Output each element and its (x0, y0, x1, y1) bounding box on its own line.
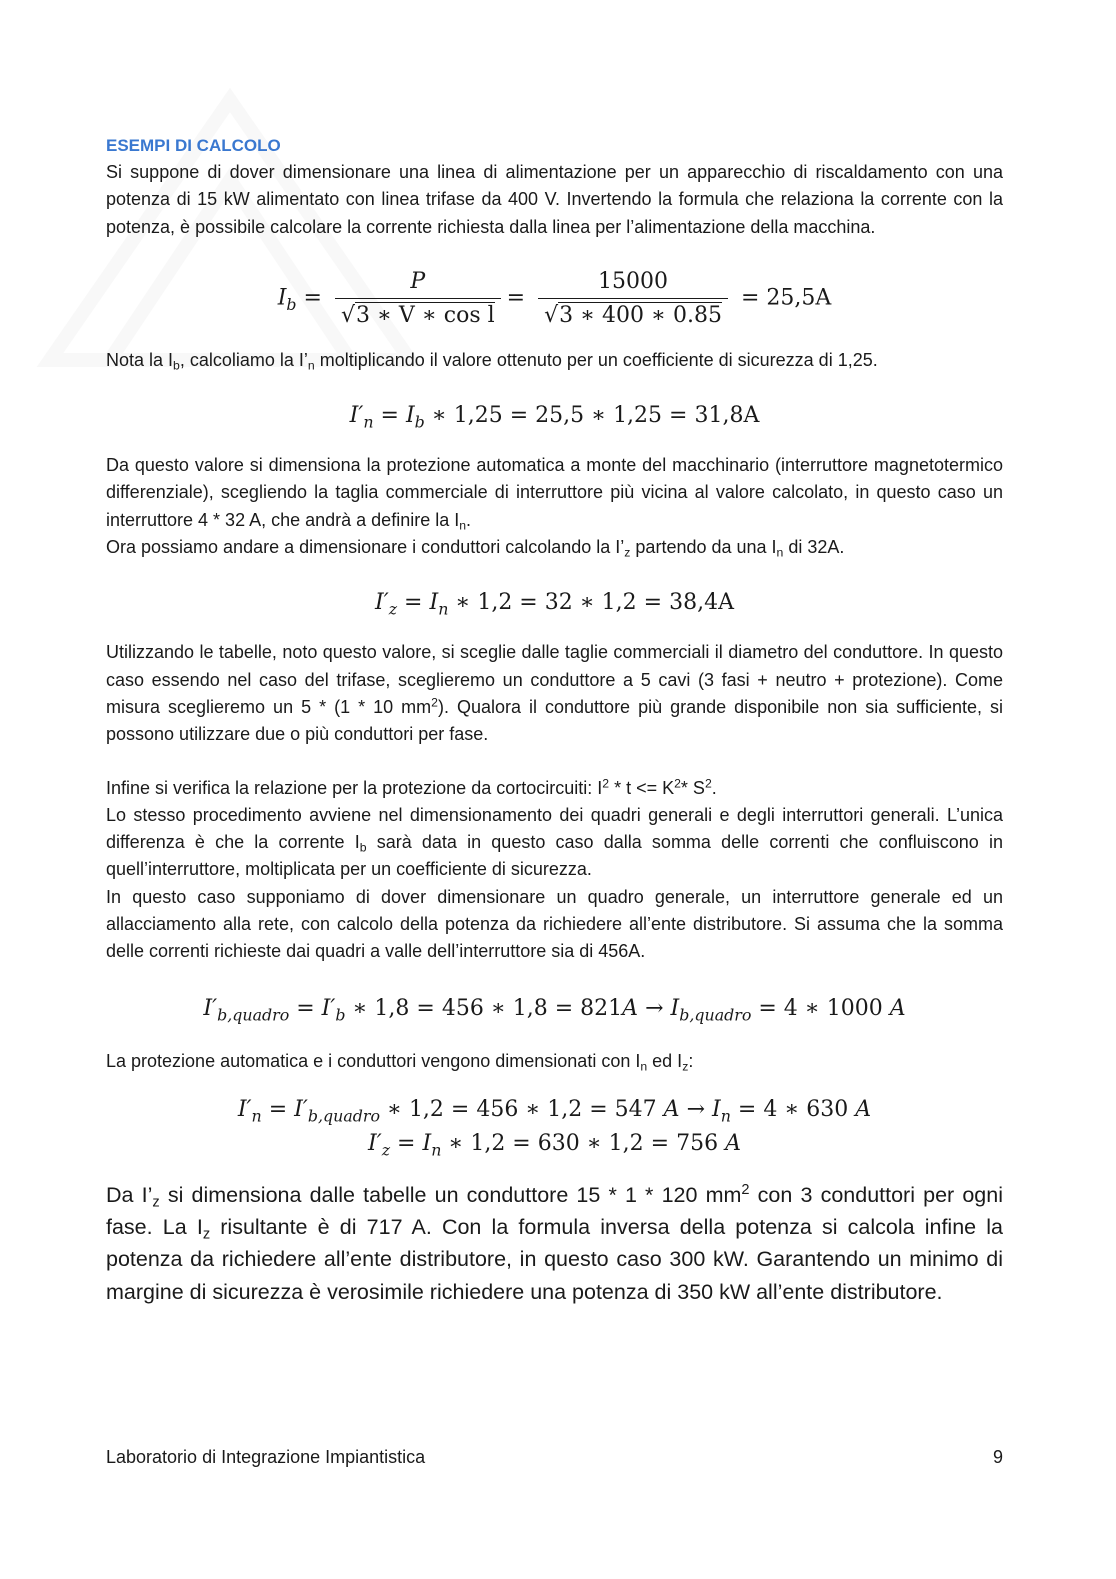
paragraph-sizing: La protezione automatica e i conduttori vengono dimensionati con $I_n$ ed $I_z$: (106, 1050, 694, 1074)
paragraph-conductors: Ora possiamo andare a dimensionare i conduttori calcolando la $I’_z$ partendo da una $I_n$ di 32A. (106, 537, 845, 560)
page-footer (106, 1447, 1003, 1468)
equation-in: $I'_n = I_b$ ∗ 1,25 = 25,5 ∗ 1,25 = 31,8A (349, 403, 760, 432)
equation-in-quadro: $I'_n = I'_{b,quadro}$ ∗ 1,2 = 456 ∗ 1,2 = 547 $A \to I_n = 4$ ∗ 630 A (237, 1096, 872, 1126)
equation-iz-quadro: $I'_z = I_n$ ∗ 1,2 = 630 ∗ 1,2 = 756 A (368, 1130, 741, 1160)
paragraph-supply: In questo caso supponiamo di dover dimensionare un quadro generale, un interruttore generale ed un allacciamento alla rete, con calcolo della potenza da richiedere all’ente distributore. Si assuma che la somma delle correnti richieste dai quadri a valle dell’interruttore sia di 456A. (106, 886, 1003, 962)
footer-title: Laboratorio di Integrazione Impiantistica (106, 1447, 426, 1467)
page-number: 9 (992, 1447, 1003, 1467)
paragraph-conclusion: Da $I’_z$ si dimensiona dalle tabelle un conduttore 15 * 1 * 120 $mm^2$ con 3 conduttori per ogni fase. La $I_z$ risultante è di 717 A. Con la formula inversa della potenza si calcola infine la potenza da richiedere all’ente distributore, in questo caso 300 kW. Garantendo un minimo di margine di sicurezza è verosimile richiedere una potenza di 350 kW all’ente distributore. (106, 1181, 1003, 1304)
fraction-symbolic: $\frac{P}{\text{√3 ∗ V ∗ cos l}}$ (335, 269, 501, 328)
equation-ib-quadro: $I'_{b,quadro} = I'_b$ ∗ 1,8 = 456 ∗ $1,8 = 821A \to I_{b,quadro} = 4$ ∗ 1000 A (203, 995, 906, 1025)
fraction-numeric: $\frac{15000}{√3 ∗ 400 ∗ 0.85}$ (538, 269, 728, 328)
paragraph-tables: Utilizzando le tabelle, noto questo valore, si sceglie dalle taglie commerciali il diametro del conduttore. In questo caso essendo nel caso del trifase, sceglieremo un conduttore a 5 cavi (3 fasi + neutro + protezione). Come misura sceglieremo un 5 * (1 * 10 $mm^2$). Qualora il conduttore più grande disponibile non sia sufficiente, si possono utilizzare due o più conduttori per fase. (106, 642, 1003, 745)
paragraph-protection: Da questo valore si dimensiona la protezione automatica a monte del macchinario (interruttore magnetotermico differenziale), scegliendo la taglia commerciale di interruttore più vicina al valore calcolato, in questo caso un interruttore 4 * 32 A, che andrà a definire la $I_n$. (106, 455, 1003, 533)
paragraph-intro: Si suppone di dover dimensionare una linea di alimentazione per un apparecchio di riscaldamento con una potenza di 15 kW alimentato con linea trifase da 400 V. Invertendo la formula che relaziona la corrente con la potenza, è possibile calcolare la corrente richiesta dalla linea per l’alimentazione della macchina. (106, 162, 1003, 237)
paragraph-shortcircuit: Infine si verifica la relazione per la protezione da cortocircuiti: $I^2 * t <= K^2*$ $S^2$. (106, 775, 717, 798)
equation-ib: $I_b$ = $\frac{P}{\text{√3 ∗ V ∗ cos l}}$ = $\frac{15000}{√3 ∗ 400 ∗ 0.85}$ = 25,5A (277, 269, 832, 329)
section-heading: ESEMPI DI CALCOLO (106, 136, 281, 155)
paragraph-general-panels: Lo stesso procedimento avviene nel dimensionamento dei quadri generali e degli interruttori generali. L’unica differenza è che la corrente $I_b$ sarà data in questo caso dalla somma delle correnti che confluiscono in quell’interruttore, moltiplicata per un coefficiente di sicurezza. (106, 804, 1003, 880)
paragraph-note-ib: Nota la $I_b$, calcoliamo la $I’_n$ moltiplicando il valore ottenuto per un coefficiente di sicurezza di 1,25. (106, 349, 878, 373)
page-content (106, 132, 1003, 1308)
equation-iz: $I'_z = I_n$ ∗ 1,2 = 32 ∗ 1,2 = 38,4A (375, 590, 734, 619)
